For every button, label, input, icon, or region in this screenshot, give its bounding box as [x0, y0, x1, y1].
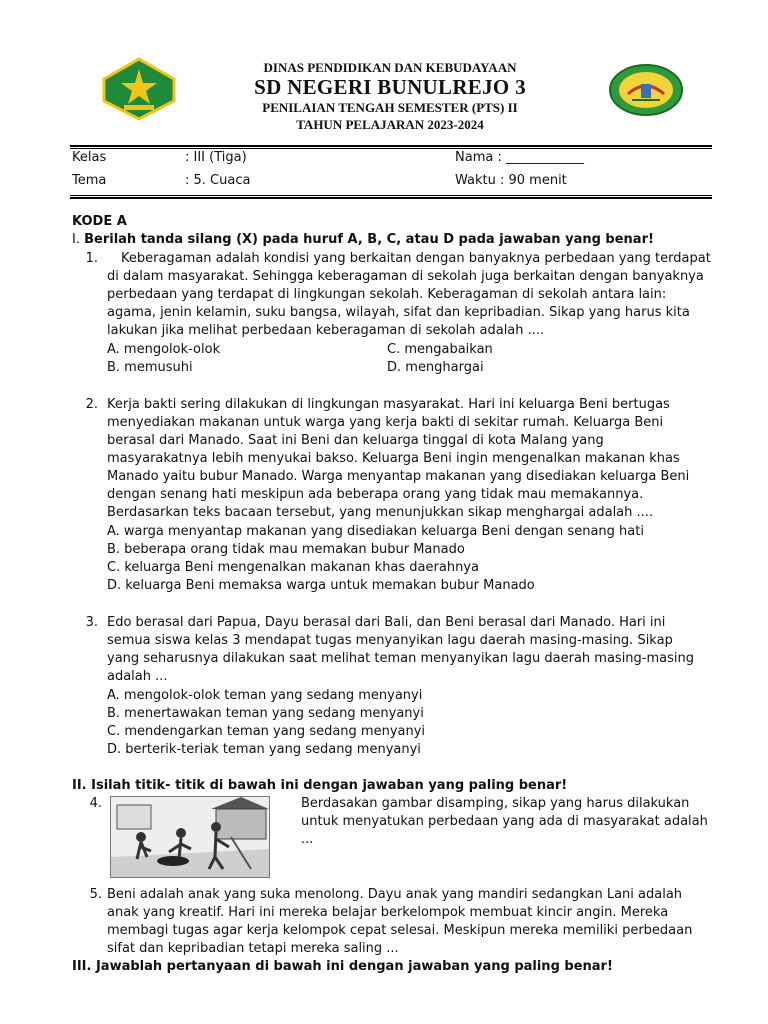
exam-code: KODE A [72, 214, 127, 229]
section-1-title: Berilah tanda silang (X) pada huruf A, B, C, atau D pada jawaban yang benar! [84, 232, 654, 247]
q2-option-a[interactable]: A. warga menyantap makanan yang disediakan keluarga Beni dengan senang hati [107, 524, 644, 539]
q1-line: agama, jenin kelamin, suku bangsa, wilayah, sifat dan kepribadian. Sikap yang harus kita [107, 305, 690, 320]
q2-line: Kerja bakti sering dilakukan di lingkungan masyarakat. Hari ini keluarga Beni bertugas [107, 397, 670, 412]
q1-option-d[interactable]: D. menghargai [387, 360, 484, 375]
waktu-field: Waktu : 90 menit [455, 173, 567, 188]
q1-number: 1. [85, 251, 98, 266]
q1-option-a[interactable]: A. mengolok-olok [107, 342, 221, 357]
q2-line: Berdasarkan teks bacaan tersebut, yang menunjukkan sikap menghargai adalah .... [107, 505, 654, 520]
academic-year: TAHUN PELAJARAN 2023-2024 [296, 117, 484, 132]
q4-line: Berdasakan gambar disamping, sikap yang harus dilakukan [301, 796, 690, 811]
nama-field: Nama : ____________ [455, 150, 584, 165]
q1-option-b[interactable]: B. memusuhi [107, 360, 193, 375]
q2-line: berasal dari Manado. Saat ini Beni dan keluarga tinggal di kota Malang yang [107, 433, 604, 448]
section-1-heading [72, 231, 654, 249]
q2-line: Manado yaitu bubur Manado. Warga menyantap makanan yang disediakan keluarga Beni [107, 469, 690, 484]
q2-line: dengan senang hati meskipun ada beberapa orang yang tidak mau memakannya. [107, 487, 644, 502]
q3-option-b[interactable]: B. menertawakan teman yang sedang menyanyi [107, 706, 424, 721]
q3-line: Edo berasal dari Papua, Dayu berasal dari Bali, dan Beni berasal dari Manado. Hari ini [107, 615, 666, 630]
tema-value: : 5. Cuaca [185, 173, 251, 188]
agency-title: DINAS PENDIDIKAN DAN KEBUDAYAAN [263, 60, 517, 75]
q3-option-d[interactable]: D. berterik-teriak teman yang sedang menyanyi [107, 742, 421, 757]
section-2-title: II. Isilah titik- titik di bawah ini dengan jawaban yang paling benar! [72, 778, 568, 793]
section-1-prefix: I. [72, 232, 80, 247]
q4-number: 4. [89, 796, 102, 811]
section-3-title: III. Jawablah pertanyaan di bawah ini dengan jawaban yang paling benar! [72, 959, 613, 974]
q4-text [301, 795, 715, 849]
q2-line: menyediakan makanan untuk warga yang kerja bakti di sekitar rumah. Keluarga Beni [107, 415, 664, 430]
q1-option-c[interactable]: C. mengabaikan [387, 342, 493, 357]
q5-line: sifat dan kepribadian tetapi mereka saling ... [107, 941, 399, 956]
q5-number: 5. [89, 887, 102, 902]
q2-line: masyarakatnya lebih menyukai bakso. Keluarga Beni ingin mengenalkan makanan khas [107, 451, 680, 466]
q3-option-c[interactable]: C. mendengarkan teman yang sedang menyanyi [107, 724, 426, 739]
q1-line: perbedaan yang terdapat di lingkungan sekolah. Keberagaman di sekolah antara lain: [107, 287, 667, 302]
q3-number: 3. [85, 615, 98, 630]
info-divider-thin [70, 195, 712, 196]
q3-line: adalah ... [107, 669, 168, 684]
q2-option-d[interactable]: D. keluarga Beni memaksa warga untuk memakan bubur Manado [107, 578, 535, 593]
kelas-label: Kelas [72, 150, 107, 165]
q1-line: di dalam masyarakat. Sehingga keberagaman di sekolah juga berkaitan dengan banyaknya [107, 269, 704, 284]
q4-line: untuk menyatukan perbedaan yang ada di masyarakat adalah [301, 814, 708, 829]
kelas-value: : III (Tiga) [185, 150, 247, 165]
q3-text [107, 614, 715, 686]
q2-number: 2. [85, 397, 98, 412]
school-name: SD NEGERI BUNULREJO 3 [254, 75, 526, 99]
q5-line: membagi tugas agar kerja kelompok cepat selesai. Meskipun mereka memiliki perbedaan [107, 923, 693, 938]
q3-line: semua siswa kelas 3 mendapat tugas menyanyikan lagu daerah masing-masing. Sikap [107, 633, 673, 648]
q2-option-b[interactable]: B. beberapa orang tidak mau memakan bubur Manado [107, 542, 465, 557]
q1-line: lakukan jika melihat perbedaan keberagaman di sekolah adalah .... [107, 323, 545, 338]
q5-text [107, 886, 715, 958]
header-divider-top-thin [70, 148, 712, 149]
exam-title: PENILAIAN TENGAH SEMESTER (PTS) II [262, 100, 518, 115]
info-divider-bottom [70, 197, 712, 199]
district-logo-emblem [102, 57, 176, 121]
header-divider-top [70, 145, 712, 147]
q4-line: ... [301, 832, 314, 847]
q5-line: anak yang kreatif. Hari ini mereka belajar berkelompok membuat kincir angin. Mereka [107, 905, 669, 920]
q4-illustration [110, 796, 270, 878]
tema-label: Tema [72, 173, 107, 188]
q1-line: Keberagaman adalah kondisi yang berkaitan dengan banyaknya perbedaan yang terdapat [121, 251, 711, 266]
q5-line: Beni adalah anak yang suka menolong. Dayu anak yang mandiri sedangkan Lani adalah [107, 887, 683, 902]
community-work-illustration [111, 797, 269, 877]
q2-option-c[interactable]: C. keluarga Beni mengenalkan makanan khas daerahnya [107, 560, 479, 575]
q1-text [107, 250, 715, 340]
q3-option-a[interactable]: A. mengolok-olok teman yang sedang menyanyi [107, 688, 423, 703]
q3-line: yang seharusnya dilakukan saat melihat teman menyanyikan lagu daerah masing-masing [107, 651, 694, 666]
q2-text [107, 396, 715, 522]
school-logo-emblem [608, 64, 684, 116]
